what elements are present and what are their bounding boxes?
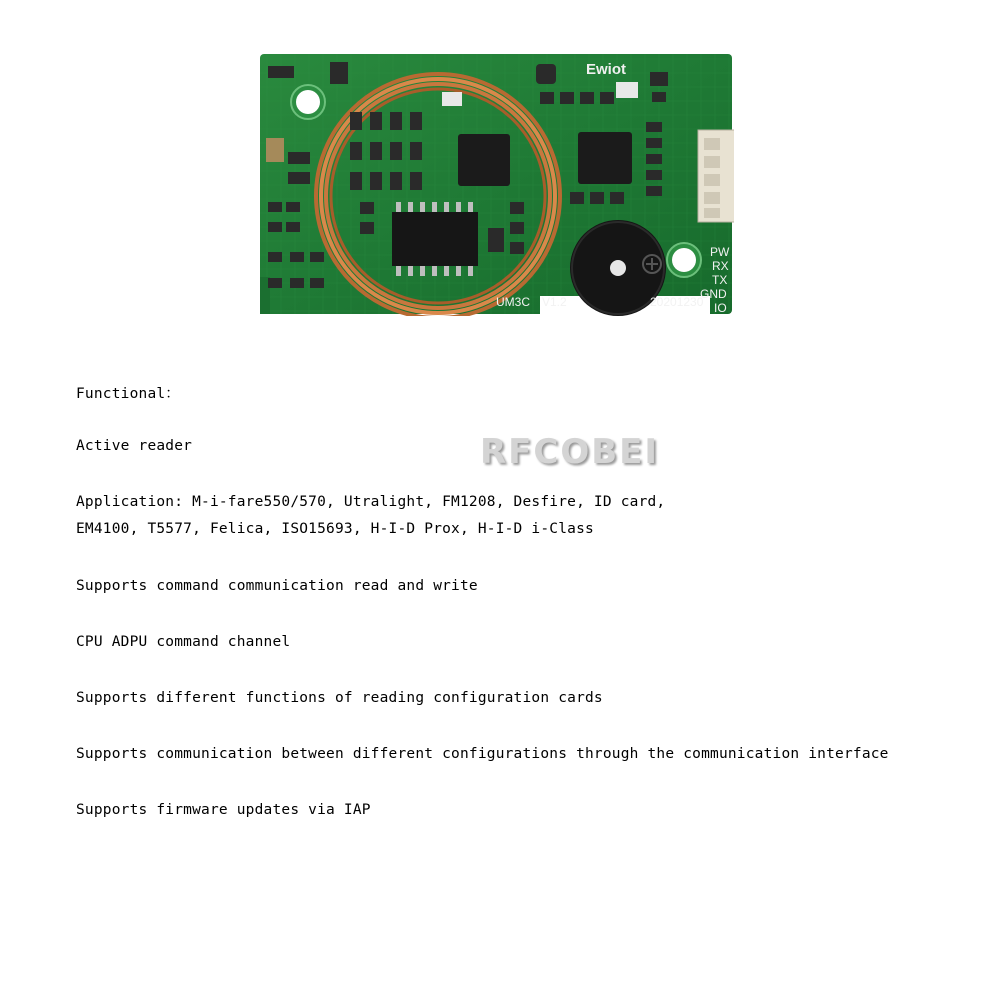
feature-firmware-iap: Supports firmware updates via IAP bbox=[76, 802, 371, 818]
feature-application-line-1: Application: M-i-fare550/570, Utralight, FM1208, Desfire, ID card, bbox=[76, 494, 666, 510]
watermark-text: RFCOBEI bbox=[480, 432, 660, 472]
board-date-code: 20201230 bbox=[650, 295, 704, 309]
pin-label-rx: RX bbox=[712, 259, 729, 273]
rfid-reader-board-photo bbox=[260, 52, 734, 316]
feature-command-read-write: Supports command communication read and write bbox=[76, 578, 478, 594]
chip-qfn-1 bbox=[458, 134, 510, 186]
chip-soic bbox=[392, 202, 478, 276]
pcb-illustration bbox=[260, 52, 734, 316]
mounting-hole-left-center bbox=[296, 90, 320, 114]
chip-qfn-2 bbox=[578, 132, 632, 184]
board-version: V1.2 bbox=[542, 295, 567, 309]
pin-label-tx: TX bbox=[712, 273, 728, 287]
features-heading: Functional： bbox=[76, 386, 180, 402]
pin-label-pw: PW bbox=[710, 245, 730, 259]
pin-connector bbox=[698, 130, 734, 222]
board-model: UM3C bbox=[496, 295, 531, 309]
pin-label-io: IO bbox=[714, 301, 727, 315]
feature-cpu-apdu-channel: CPU ADPU command channel bbox=[76, 634, 291, 650]
board-brand: Ewiot bbox=[586, 61, 626, 78]
feature-application-line-2: EM4100, T5577, Felica, ISO15693, H-I-D Prox, H-I-D i-Class bbox=[76, 521, 594, 537]
smd-inductor bbox=[536, 64, 556, 84]
feature-communication-interface: Supports communication between different configurations through the communication interface bbox=[76, 746, 889, 762]
mounting-hole-right-center bbox=[672, 248, 696, 272]
feature-active-reader: Active reader bbox=[76, 438, 193, 454]
feature-configuration-cards: Supports different functions of reading configuration cards bbox=[76, 690, 603, 706]
pin-label-gnd: GND bbox=[700, 287, 727, 301]
